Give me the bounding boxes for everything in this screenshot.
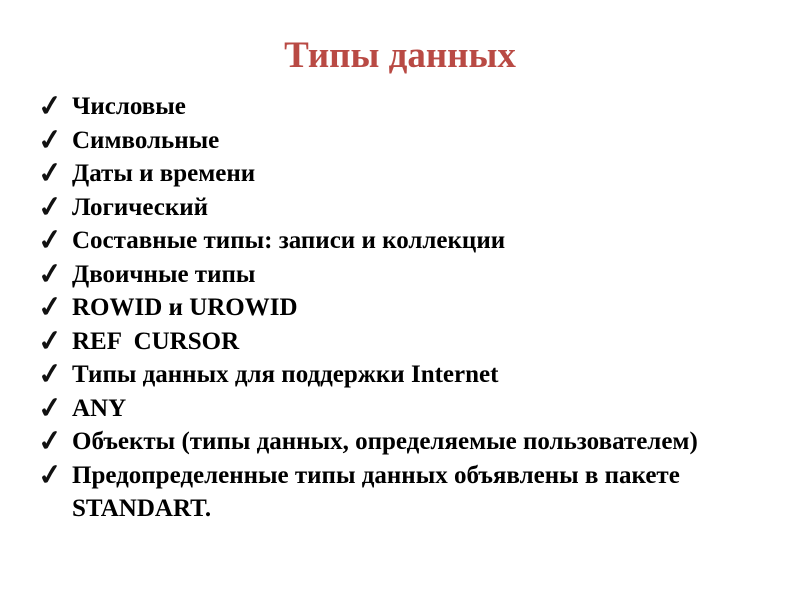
list-item-text: Даты и времени <box>72 160 256 187</box>
checkmark-icon: ✓ <box>36 189 64 225</box>
checkmark-icon: ✓ <box>36 424 64 459</box>
checkmark-icon: ✓ <box>36 223 64 258</box>
list-item <box>38 90 738 124</box>
list-item-text: Логический <box>72 193 209 221</box>
list-item <box>38 425 738 459</box>
list-item-text: Предопределенные типы данных объявлены в пакете STANDART. <box>72 461 687 522</box>
checkmark-icon: ✓ <box>36 256 64 292</box>
list-item <box>38 124 738 158</box>
data-types-list <box>38 90 738 526</box>
checkmark-icon: ✓ <box>36 122 64 158</box>
list-item <box>38 191 738 225</box>
slide-title: Типы данных <box>284 35 516 76</box>
list-item-text: Типы данных для поддержки Internet <box>72 361 499 388</box>
checkmark-icon: ✓ <box>36 290 64 325</box>
list-item <box>38 224 738 258</box>
checkmark-icon: ✓ <box>36 357 64 392</box>
list-item-text: ANY <box>72 394 127 422</box>
checkmark-icon: ✓ <box>36 390 64 426</box>
list-item <box>38 358 738 392</box>
list-item <box>38 325 738 359</box>
list-item <box>38 459 738 526</box>
list-item <box>38 392 738 426</box>
list-item <box>38 157 738 191</box>
list-item-text: Числовые <box>72 93 186 120</box>
checkmark-icon: ✓ <box>36 457 64 493</box>
list-item-text: REF CURSOR <box>72 327 240 355</box>
list-item-text: ROWID и UROWID <box>72 294 298 321</box>
checkmark-icon: ✓ <box>36 323 64 359</box>
checkmark-icon: ✓ <box>36 156 64 191</box>
checkmark-icon: ✓ <box>36 89 64 124</box>
list-item <box>38 258 738 292</box>
list-item-text: Двоичные типы <box>72 260 256 288</box>
list-item-text: Объекты (типы данных, определяемые пользователем) <box>72 428 698 455</box>
list-item-text: Символьные <box>72 126 220 154</box>
list-item <box>38 291 738 325</box>
list-item-text: Составные типы: записи и коллекции <box>72 227 506 254</box>
